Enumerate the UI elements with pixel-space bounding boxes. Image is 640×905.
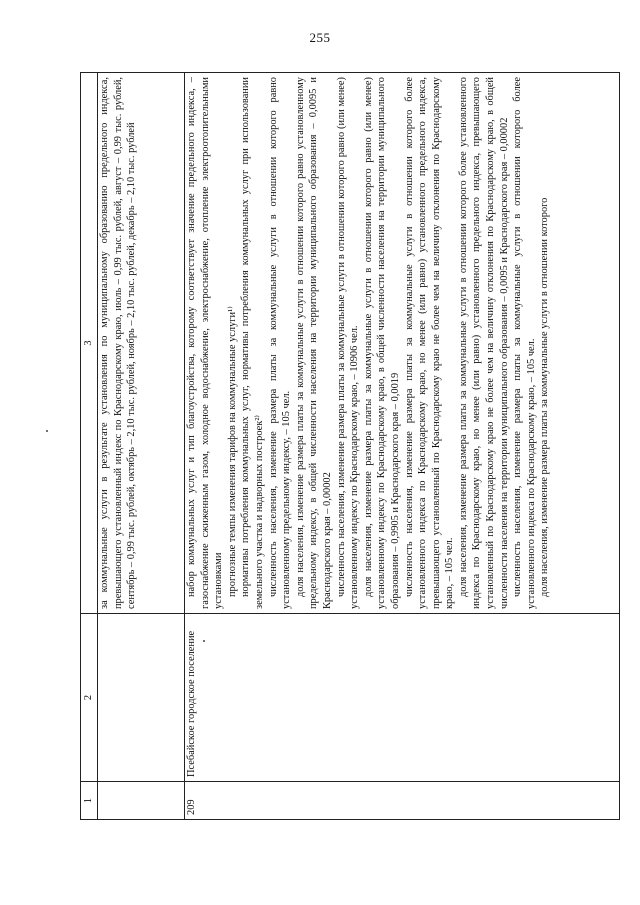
- scan-speck: [46, 430, 48, 432]
- row-name-cell: Псебайское городское поселение: [185, 614, 620, 782]
- description-paragraph: численность населения, изменение размера платы за коммунальные услуги в отношении которого более установленного индекса по Краснодарскому краю, но менее (или равно) установленного предельного индекса, превышающего установленный по Краснодарскому краю не более чем на величину отклонения по Краснодарскому краю, – 105 чел.: [403, 77, 456, 609]
- row-name-cell: [98, 614, 185, 782]
- description-paragraph: нормативы потребления коммунальных услуг, нормативы потребления коммунальных услуг при использовании земельного участка и надворных построек²⁾: [240, 77, 265, 609]
- table-row-continued: [98, 73, 185, 820]
- description-paragraph: доля населения, изменение размера платы за коммунальные услуги в отношении которого: [539, 197, 551, 597]
- description-paragraph: за коммунальные услуги в результате установления по муниципальному образованию предельного индекса, превышающего установленный индекс по Краснодарскому краю, июль – 0,99 тыс. рублей, август – 0,99 тыс. рублей, сентябрь – 0,99 тыс. рублей, октябрь – 2,10 тыс. рублей, ноябрь – 2,10 тыс. рублей, декабрь – 2,10 тыс. рублей: [99, 77, 138, 609]
- row-number-cell: 209: [185, 782, 620, 820]
- description-paragraph: набор коммунальных услуг и тип благоустройства, которому соответствует значение предельного индекса, – газоснабжение сжиженным газом, холодное водоснабжение, электроснабжение, отопление электроотопительными установками: [186, 77, 225, 609]
- description-paragraph: численность населения, изменение размера платы за коммунальные услуги в отношении которого равно (или менее) установленному индексу по Краснодарскому краю, – 10906 чел.: [335, 77, 361, 609]
- rotated-table-region: [80, 72, 620, 820]
- document-table: [80, 72, 620, 820]
- table-row-209: [185, 73, 620, 820]
- table-header-row: [81, 73, 98, 820]
- row-description-cell: [98, 73, 185, 614]
- header-cell-2: 2: [81, 614, 98, 782]
- description-paragraph: численность населения, изменение размера платы за коммунальные услуги в отношении которого более установленного индекса по Краснодарскому краю, – 105 чел.: [512, 77, 537, 609]
- description-paragraph: доля населения, изменение размера платы за коммунальные услуги в отношении которого равно установленному предельному индексу, в общей численности населения на территории муниципального образования – 0,0095 и Краснодарского края – 0,00002: [294, 77, 333, 609]
- description-paragraph: доля населения, изменение размера платы за коммунальные услуги в отношении которого более установленного индекса по Краснодарскому краю, но менее (или равно) установленного предельного индекса, превышающего установленный по Краснодарскому краю не более чем на величину отклонения по Краснодарскому краю, в общей численности населения на территории муниципального образования – 0,0095 и Краснодарского края – 0,00002: [457, 77, 510, 609]
- header-cell-3: 3: [81, 73, 98, 614]
- page-number: 255: [309, 30, 331, 45]
- description-paragraph: прогнозные темпы изменения тарифов на коммунальные услуги¹⁾: [226, 306, 238, 597]
- header-cell-1: 1: [81, 782, 98, 820]
- rotated-table-frame: [80, 72, 620, 820]
- row-number-cell: [98, 782, 185, 820]
- description-paragraph: численность населения, изменение размера платы за коммунальные услуги в отношении которого равно установленному предельному индексу, – 105 чел.: [267, 77, 293, 609]
- description-paragraph: доля населения, изменение размера платы за коммунальные услуги в отношении которого равно (или менее) установленному индексу по Краснодарскому краю, в общей численности населения на территории муниципального образования – 0,9905 и Краснодарского края – 0,0019: [362, 77, 401, 609]
- row-description-cell: [185, 73, 620, 614]
